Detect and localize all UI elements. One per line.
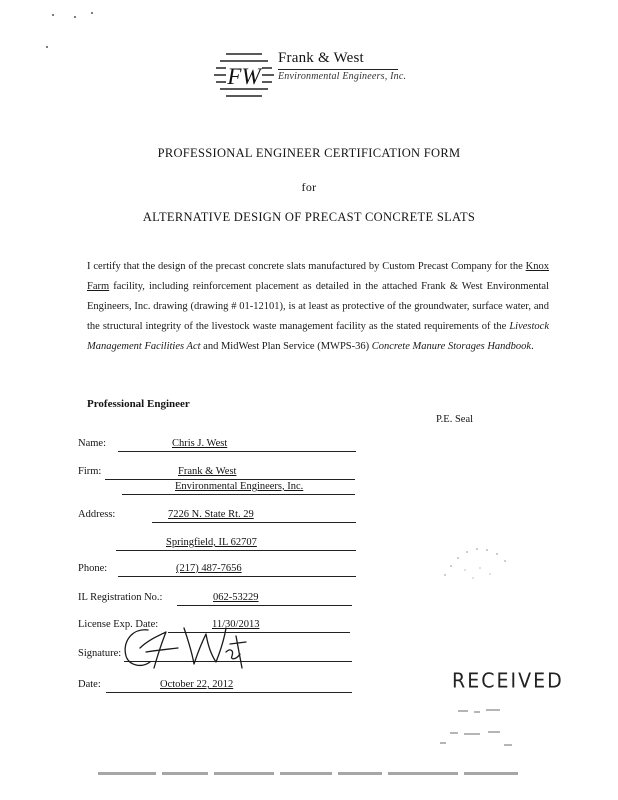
- cert-text-3: and MidWest Plan Service (MWPS-36): [200, 341, 372, 352]
- company-subtitle: Environmental Engineers, Inc.: [278, 71, 407, 82]
- registration-line: [177, 605, 352, 606]
- firm-value-line2: Environmental Engineers, Inc.: [175, 481, 304, 492]
- license-label: License Exp. Date:: [78, 619, 159, 630]
- scan-speck: [74, 16, 76, 18]
- date-line: [106, 692, 352, 693]
- scan-speck: [52, 14, 54, 16]
- firm-line-1: [105, 479, 355, 480]
- firm-label: Firm:: [78, 466, 102, 477]
- company-rule: [278, 69, 398, 70]
- registration-label: IL Registration No.:: [78, 592, 163, 603]
- form-title-for: for: [301, 180, 317, 194]
- facility-name: Knox Farm: [87, 261, 549, 292]
- handwritten-signature: [118, 622, 248, 672]
- pe-heading: Professional Engineer: [87, 398, 190, 410]
- date-label: Date:: [78, 679, 101, 690]
- address-line-2: [116, 550, 356, 551]
- address-label: Address:: [78, 509, 116, 520]
- stamp-residue: [430, 700, 550, 756]
- cert-text-4: .: [531, 341, 534, 352]
- firm-line-2: [122, 494, 355, 495]
- cert-text-2: facility, including reinforcement placement as detailed in the attached Frank & West Environmental Engineers, Inc. drawing (drawing # 01-12101), is at least as protective of the groundwater, surface water, and the structural integrity of the livestock waste management facility as the stated requirements of the: [87, 281, 549, 332]
- company-logo: [212, 44, 276, 104]
- certification-statement: [87, 257, 549, 357]
- received-stamp: RECEIVED: [452, 669, 564, 693]
- handbook-name: Concrete Manure Storages Handbook: [371, 341, 532, 352]
- scan-speck: [91, 12, 93, 14]
- form-subtitle: ALTERNATIVE DESIGN OF PRECAST CONCRETE SLATS: [142, 210, 476, 224]
- act-name: Livestock Management Facilities Act: [87, 321, 549, 352]
- pe-seal-label: P.E. Seal: [436, 414, 474, 425]
- registration-value: 062-53229: [213, 592, 259, 603]
- date-value: October 22, 2012: [160, 679, 234, 690]
- firm-value-line1: Frank & West: [178, 466, 237, 477]
- license-value: 11/30/2013: [212, 619, 260, 630]
- phone-line: [118, 576, 356, 577]
- company-name: Frank & West: [278, 50, 364, 66]
- name-label: Name:: [78, 438, 106, 449]
- address-line-1: [152, 522, 356, 523]
- name-line: [118, 451, 356, 452]
- form-title: PROFESSIONAL ENGINEER CERTIFICATION FORM: [157, 146, 461, 160]
- logo-monogram: FW: [227, 64, 261, 89]
- footer-contact-line: [98, 770, 518, 778]
- address-value-line1: 7226 N. State Rt. 29: [168, 509, 254, 520]
- phone-value: (217) 487-7656: [176, 563, 242, 574]
- address-value-line2: Springfield, IL 62707: [166, 537, 257, 548]
- pe-seal-impression: [425, 530, 525, 600]
- name-value: Chris J. West: [172, 438, 228, 449]
- scan-speck: [46, 46, 48, 48]
- cert-text-1: I certify that the design of the precast concrete slats manufactured by Custom Precast Company for the: [87, 261, 526, 272]
- phone-label: Phone:: [78, 563, 108, 574]
- signature-label: Signature:: [78, 648, 122, 659]
